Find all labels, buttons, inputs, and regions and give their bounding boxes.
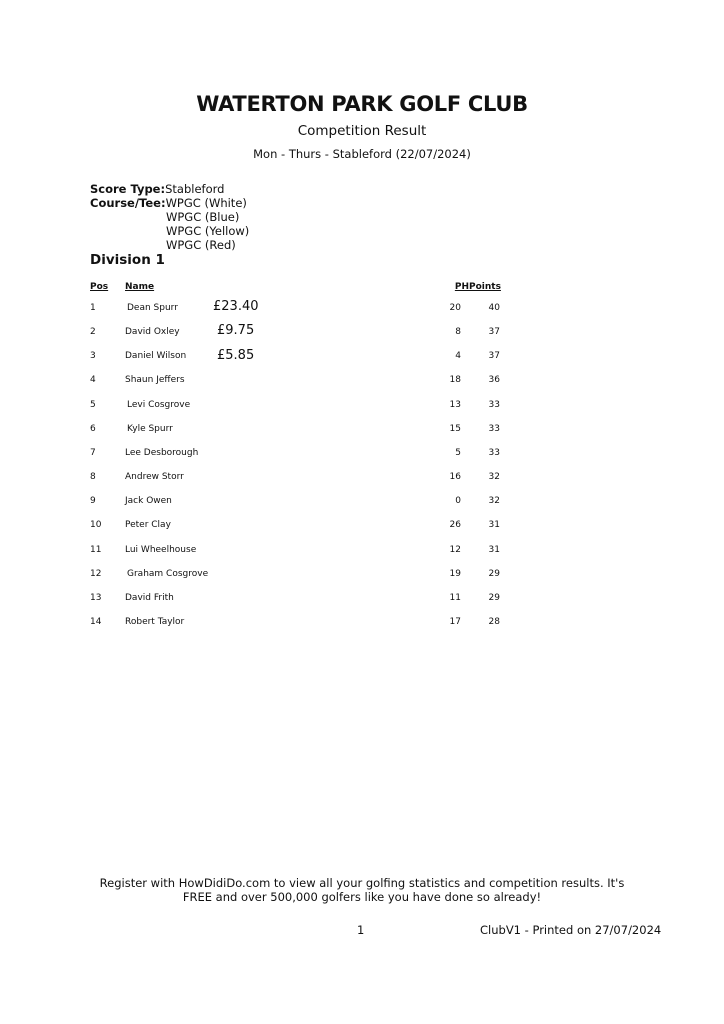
row-points: 37 (488, 327, 500, 338)
row-points: 29 (488, 568, 500, 579)
table-row (0, 348, 724, 371)
row-points: 32 (488, 496, 500, 507)
row-playing-handicap: 20 (449, 303, 461, 313)
row-points: 40 (488, 303, 500, 313)
result-subtitle: Competition Result (297, 123, 427, 139)
printed-info: ClubV1 - Printed on 27/07/2024 (480, 923, 662, 937)
row-prize: £23.40 (213, 299, 259, 314)
row-player-name: Graham Cosgrove (127, 568, 209, 579)
row-position: 3 (90, 351, 96, 362)
table-row (0, 400, 724, 420)
tee-yellow: WPGC (Yellow) (166, 224, 250, 238)
row-player-name: Jack Owen (125, 496, 172, 507)
row-points: 33 (488, 399, 500, 410)
row-position: 6 (90, 423, 96, 434)
row-playing-handicap: 0 (455, 496, 461, 507)
score-type-line (90, 182, 224, 196)
row-playing-handicap: 12 (449, 544, 461, 555)
row-playing-handicap: 19 (449, 568, 461, 579)
row-position: 11 (90, 544, 102, 555)
row-position: 13 (90, 592, 102, 603)
row-position: 9 (90, 496, 96, 507)
row-playing-handicap: 4 (455, 351, 461, 362)
score-type-label: Score Type: (90, 182, 166, 196)
table-row (0, 545, 724, 565)
row-player-name: Lui Wheelhouse (125, 544, 197, 555)
score-type-value: Stableford (165, 182, 225, 196)
row-player-name: Lee Desborough (125, 447, 199, 458)
row-position: 14 (90, 616, 102, 627)
row-player-name: Daniel Wilson (125, 351, 187, 362)
row-playing-handicap: 26 (449, 520, 461, 531)
row-playing-handicap: 5 (455, 447, 461, 458)
tee-red: WPGC (Red) (166, 238, 236, 252)
row-player-name: David Oxley (125, 327, 180, 338)
row-player-name: David Frith (125, 592, 174, 603)
tee-white: WPGC (White) (165, 196, 247, 210)
footer-message: Register with HowDidiDo.com to view all your golfing statistics and competition results. It's FREE and over 500,000 golfers like you have done so already! (99, 876, 625, 904)
row-points: 33 (488, 423, 500, 434)
table-row (0, 448, 724, 468)
division-title: Division 1 (90, 252, 165, 268)
row-position: 5 (90, 399, 96, 410)
row-points: 31 (488, 520, 500, 531)
club-title: WATERTON PARK GOLF CLUB (196, 92, 528, 116)
competition-name: Mon - Thurs - Stableford (22/07/2024) (253, 147, 471, 161)
row-player-name: Robert Taylor (125, 616, 185, 627)
row-prize: £5.85 (217, 348, 255, 364)
row-player-name: Andrew Storr (125, 472, 184, 483)
row-player-name: Kyle Spurr (127, 423, 173, 434)
table-row (0, 424, 724, 444)
row-player-name: Dean Spurr (127, 303, 178, 313)
row-playing-handicap: 18 (449, 375, 461, 386)
row-player-name: Shaun Jeffers (125, 375, 185, 386)
col-header-points: Points (469, 282, 501, 292)
row-playing-handicap: 17 (449, 616, 461, 627)
table-row (0, 375, 724, 395)
row-points: 33 (488, 447, 500, 458)
row-position: 12 (90, 568, 102, 579)
row-prize: £9.75 (217, 323, 255, 339)
row-position: 10 (90, 520, 102, 531)
row-playing-handicap: 11 (449, 592, 461, 603)
row-playing-handicap: 16 (449, 472, 461, 483)
row-position: 4 (90, 375, 96, 386)
row-points: 36 (488, 375, 500, 386)
tee-blue: WPGC (Blue) (166, 210, 240, 224)
row-position: 1 (90, 303, 96, 313)
row-points: 32 (488, 472, 500, 483)
col-header-ph: PH (454, 282, 469, 292)
page-number: 1 (357, 923, 365, 937)
table-row (0, 569, 724, 589)
row-position: 2 (90, 327, 96, 338)
course-tee-line (90, 196, 247, 210)
row-playing-handicap: 15 (449, 423, 461, 434)
table-row (0, 617, 724, 637)
row-points: 29 (488, 592, 500, 603)
table-row (0, 520, 724, 540)
row-points: 28 (488, 616, 500, 627)
row-playing-handicap: 8 (455, 327, 461, 338)
col-header-name: Name (125, 282, 155, 292)
table-row (0, 299, 724, 323)
table-row (0, 593, 724, 613)
table-row (0, 472, 724, 492)
row-points: 31 (488, 544, 500, 555)
row-player-name: Levi Cosgrove (127, 399, 191, 410)
col-header-pos: Pos (90, 282, 109, 292)
row-position: 8 (90, 472, 96, 483)
table-row (0, 323, 724, 347)
table-row (0, 496, 724, 516)
row-playing-handicap: 13 (449, 399, 461, 410)
row-position: 7 (90, 447, 96, 458)
course-tee-label: Course/Tee: (90, 196, 166, 210)
row-points: 37 (488, 351, 500, 362)
row-player-name: Peter Clay (125, 520, 171, 531)
